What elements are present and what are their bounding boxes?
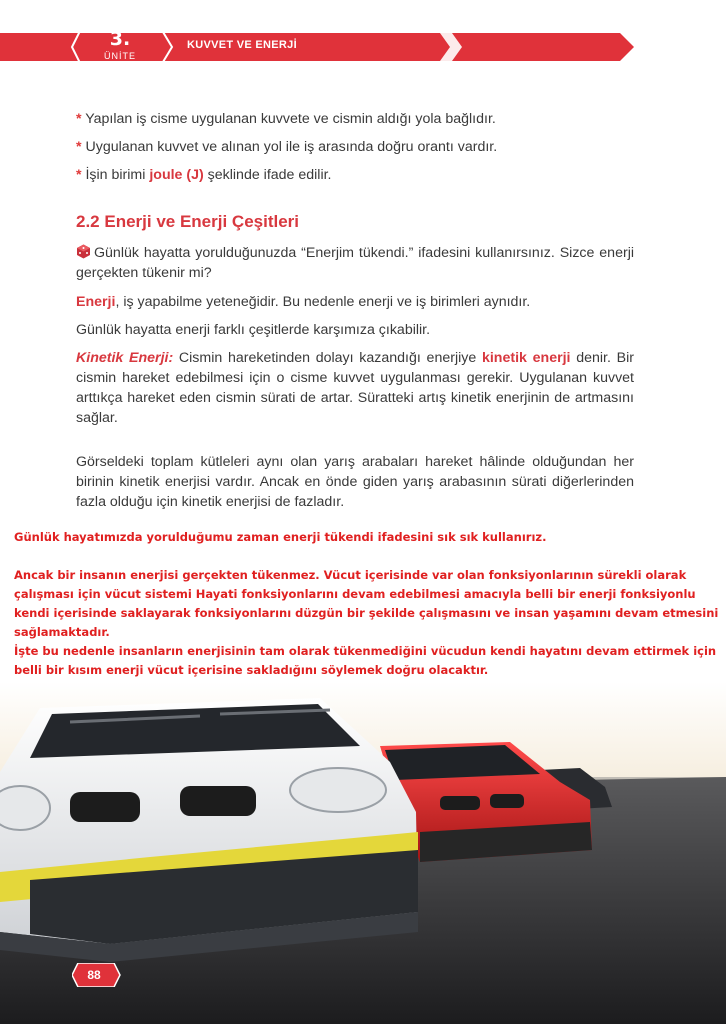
bullet-text: Yapılan iş cisme uygulanan kuvvete ve cismin aldığı yola bağlıdır.: [85, 111, 496, 127]
bullet-2: [76, 137, 634, 157]
page-number-text: 88: [87, 968, 101, 982]
overlay-paragraph-1: Günlük hayatımızda yorulduğumu zaman enerji tükendi ifadesini sık sık kullanırız.: [14, 530, 547, 544]
definition-term: Enerji: [76, 294, 116, 310]
overlay-paragraph-3: İşte bu nedenle insanların enerjisinin tam olarak tükenmediğini vücudun kendi hayatını devam ettirmek için belli bir kısım enerji vücut içerisine sakladığını söylemek doğru olacaktır.: [14, 644, 717, 677]
bullet-text: şeklinde ifade edilir.: [203, 167, 332, 183]
bullet-text: İşin birimi: [85, 167, 150, 183]
definition-paragraph: [76, 292, 634, 312]
intro-paragraph: Günlük hayatta enerji farklı çeşitlerde karşımıza çıkabilir.: [76, 322, 431, 338]
bullet-text: Uygulanan kuvvet ve alınan yol ile iş arasında doğru orantı vardır.: [85, 139, 498, 155]
bullet-3: [76, 165, 634, 185]
kinetic-text: denir. Bir cismin hareket edebilmesi için o cisme kuvvet uygulanması gerekir. Uygulanan kuvvet arttıkça hareket eden cismin sürati de artar. Süratteki artış kinetik enerjinin de artmasını sağlar.: [76, 350, 634, 426]
dice-question-icon: [76, 244, 91, 259]
bullet-marker: *: [76, 139, 82, 155]
kinetic-highlight: kinetik enerji: [481, 350, 571, 366]
kinetic-text: Cismin hareketinden dolayı kazandığı enerjiye: [173, 350, 482, 366]
section-title: 2.2 Enerji ve Enerji Çeşitleri: [76, 212, 300, 231]
question-paragraph: [76, 243, 634, 283]
bullet-marker: *: [76, 167, 82, 183]
unit-highlight: joule (J): [149, 167, 204, 183]
kinetic-term: Kinetik Enerji:: [76, 350, 174, 366]
bullet-marker: *: [76, 111, 82, 127]
page-number: [72, 963, 122, 987]
chapter-title: KUVVET VE ENERJİ: [187, 39, 297, 51]
example-paragraph: Görseldeki toplam kütleleri aynı olan yarış arabaları hareket hâlinde olduğundan her birinin kinetik enerjisi vardır. Ancak en önde giden yarış arabasının sürati diğerlerinden fazla olduğu için kinetik enerjisi de fazladır.: [76, 454, 634, 510]
definition-text: , iş yapabilme yeteneğidir. Bu nedenle enerji ve iş birimleri aynıdır.: [115, 294, 531, 310]
unit-number: 3.: [109, 28, 131, 50]
bullet-1: [76, 109, 634, 129]
kinetic-paragraph: [76, 348, 634, 428]
unit-label: ÜNİTE: [104, 51, 136, 61]
question-text: Günlük hayatta yorulduğunuzda “Enerjim tükendi.” ifadesini kullanırsınız. Sizce enerji gerçekten tükenir mi?: [76, 245, 634, 281]
overlay-paragraph-2: Ancak bir insanın enerjisi gerçekten tükenmez. Vücut içerisinde var olan fonksiyonlarının sürekli olarak çalışması için vücut sistemi Hayati fonksiyonlarını devam edebilmesi amacıyla belli bir enerji fonksiyonlu kendi içerisinde saklayarak fonksiyonlarını düzgün bir şekilde çalışmasını ve insan yaşamını devam etmesini sağlamaktadır.: [14, 568, 719, 639]
